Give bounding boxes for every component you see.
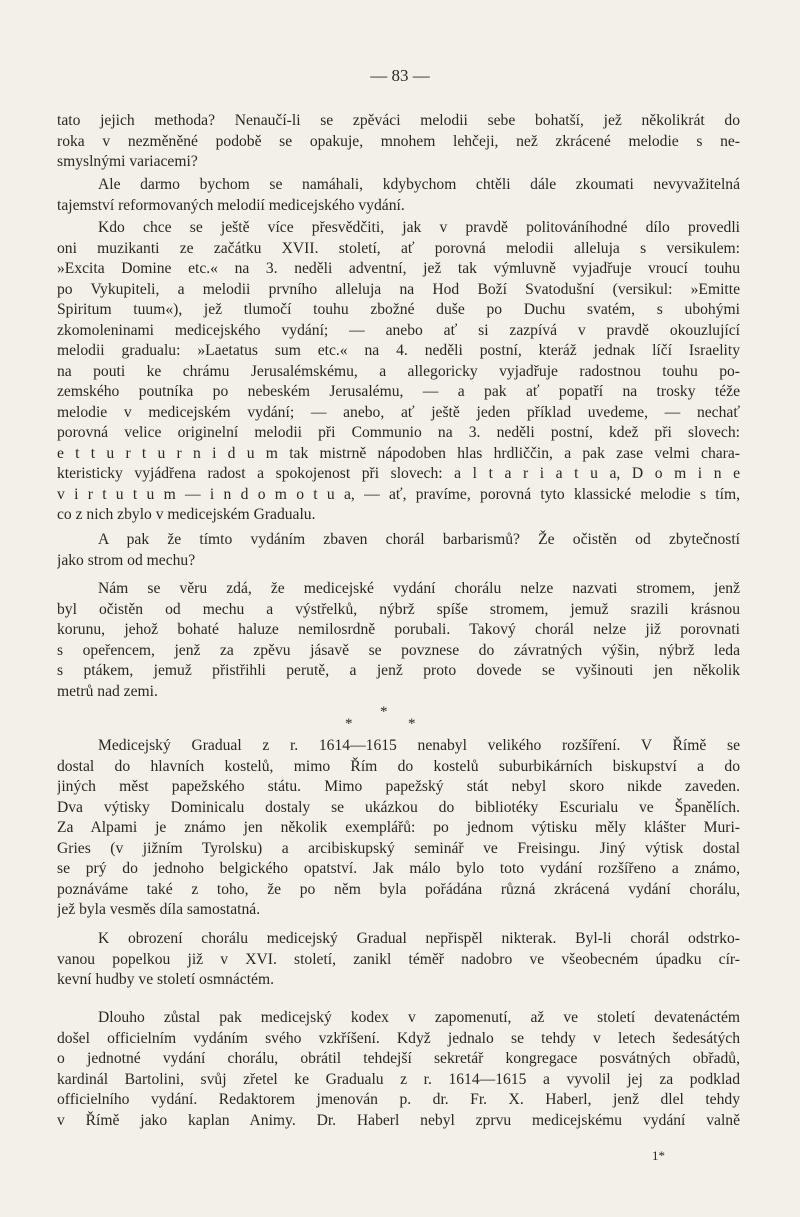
text-line: s opeřencem, jenž za zpěvu jásavě se povznese do závratných výšin, nýbrž leda [57,641,740,659]
text-line: v Římě jako kaplan Animy. Dr. Haberl nebyl zprvu medicejskému vydání valně [57,1111,740,1129]
text-line: zemského poutníka po nebeském Jerusalému, — a pak ať popatří na trosky téže [57,383,740,400]
paragraph-7 [57,929,740,991]
text-line: Ale darmo bychom se namáhali, kdybychom chtěli dále zkoumati nevyvažitelná [98,176,740,193]
text-line: kteristicky vyjádřena radost a spokojenost při slovech: a l t a r i a t u a, D o m i n e [57,465,740,482]
page-number: — 83 — [370,66,430,85]
text-line: korunu, jehož bohaté haluze nemilosrdně porubali. Takový chorál nelze již porovnati [57,621,740,638]
text-line: po Vykupiteli, a melodii prvního alleluja na Hod Boží Svatodušní (versikul: »Emitte [57,280,740,298]
text-line: v i r t u t u m — i n d o m o t u a, — ať, pravíme, porovná tyto klassické melodie s tím, [57,485,740,503]
text-line: tajemství reformovaných melodií medicejského vydání. [57,196,405,214]
text-line: Dva výtisky Dominicalu dostaly se ukázkou do bibliotéky Escurialu ve Španělích. [57,798,740,816]
paragraph-5 [57,579,740,702]
text-line: vanou popelkou již v XVI. století, zanikl téměř nadobro ve všeobecném úpadku cír- [57,950,740,968]
text-line: Nám se věru zdá, že medicejské vydání chorálu nelze nazvati stromem, jenž [98,580,740,597]
text-line: tato jejich methoda? Nenaučí-li se zpěváci melodii sebe bohatší, jež několikrát do [57,112,740,129]
text-line: Spiritum tuum«), jež tlumočí touhu zbožné duše po Duchu svatém, s ubohými [57,301,740,318]
text-line: metrů nad zemi. [57,682,158,700]
section-break-star: * [345,716,353,732]
paragraph-1 [57,111,740,173]
text-line: porovná velice originelní melodii při Communio na 3. neděli postní, kdež při slovech: [57,424,740,441]
text-line: na pouti ke chrámu Jerusalémskému, a allegoricky vyjadřuje radostnou touhu po- [57,362,740,380]
text-line: »Excita Domine etc.« na 3. neděli adventní, jež tak výmluvně vyjadřuje vroucí touhu [57,260,740,277]
section-break-star: * [408,716,416,732]
text-line: Dlouho zůstal pak medicejský kodex v zapomenutí, až ve století devatenáctém [98,1009,740,1026]
text-line: jiných měst papežského státu. Mimo papežský stát nebyl skoro nikde zaveden. [57,778,740,795]
text-line: oni muzikanti ze začátku XVII. století, ať porovná melodii alleluja s versikulem: [57,239,740,257]
paragraph-2 [57,175,740,216]
paragraph-8 [57,1008,740,1131]
text-line: se prý do jednoho belgického opatství. Jak málo bylo toto vydání rozšířeno a známo, [57,860,740,877]
text-line: jež byla vesměs díla samostatná. [57,901,261,918]
text-line: byl očistěn od mechu a výstřelků, nýbrž spíše stromem, jemuž srazili krásnou [57,600,740,618]
text-line: zkomoleninami medicejského vydání; — anebo ať si zazpívá v pravdě okouzlující [57,321,740,339]
text-line: smyslnými variacemi? [57,153,198,170]
paragraph-6 [57,736,740,921]
text-line: poznáváme také z toho, že po něm byla pořádána různá zkrácená vydání chorálu, [57,880,740,898]
paragraph-4 [57,530,740,571]
text-line: kardinál Bartolini, svůj zřetel ke Gradualu z r. 1614—1615 a vyvolil jej za podklad [57,1070,740,1088]
text-line: melodii gradualu: »Laetatus sum etc.« na 4. neděli postní, kteráž jednak líčí Israelity [57,342,740,359]
text-line: officielního vydání. Redaktorem jmenován p. dr. Fr. X. Haberl, jenž dlel tehdy [57,1091,740,1108]
text-line: jako strom od mechu? [57,551,196,569]
text-line: Medicejský Gradual z r. 1614—1615 nenabyl velikého rozšíření. V Římě se [98,737,740,754]
text-line: Za Alpami je známo jen několik exemplářů: po jednom výtisku měly klášter Muri- [57,819,740,836]
text-line: Kdo chce se ještě více přesvědčiti, jak v pravdě politováníhodné dílo provedli [98,219,740,236]
paragraph-3 [57,218,740,526]
text-line: dostal do hlavních kostelů, mimo Řím do kostelů suburbikárních biskupství a do [57,757,740,775]
text-line: došel officielním vydáním svého vzkříšení. Když jednalo se tehdy v letech šedesátých [57,1029,740,1047]
section-break-star: * [380,704,388,720]
text-line: e t t u r t u r n i d u m tak mistrně nápodoben hlas hrdliččin, a pak zase velmi chara- [57,444,740,462]
text-line: Gries (v jižním Tyrolsku) a arcibiskupský seminář ve Freisingu. Jiný výtisk dostal [57,839,740,857]
text-line: K obrození chorálu medicejský Gradual nepřispěl nikterak. Byl-li chorál odstrko- [98,930,740,947]
text-line: melodie v medicejském vydání; — anebo, ať ještě jeden příklad uvedeme, — nechať [57,403,740,421]
signature-mark: 1* [652,1148,665,1163]
text-line: kevní hudby ve století osmnáctém. [57,971,274,988]
text-line: A pak že tímto vydáním zbaven chorál barbarismů? Že očistěn od zbytečností [98,531,740,548]
text-line: roka v nezměněné podobě se opakuje, mnohem lehčeji, než zkrácené melodie s ne- [57,132,740,150]
text-line: co z nich zbylo v medicejském Gradualu. [57,506,316,523]
text-line: s ptákem, jemuž přistřihli perutě, a jenž proto dovede se vyšinouti jen několik [57,662,740,679]
text-line: o jednotné vydání chorálu, obrátil tehdejší sekretář kongregace posvátných obřadů, [57,1050,740,1067]
